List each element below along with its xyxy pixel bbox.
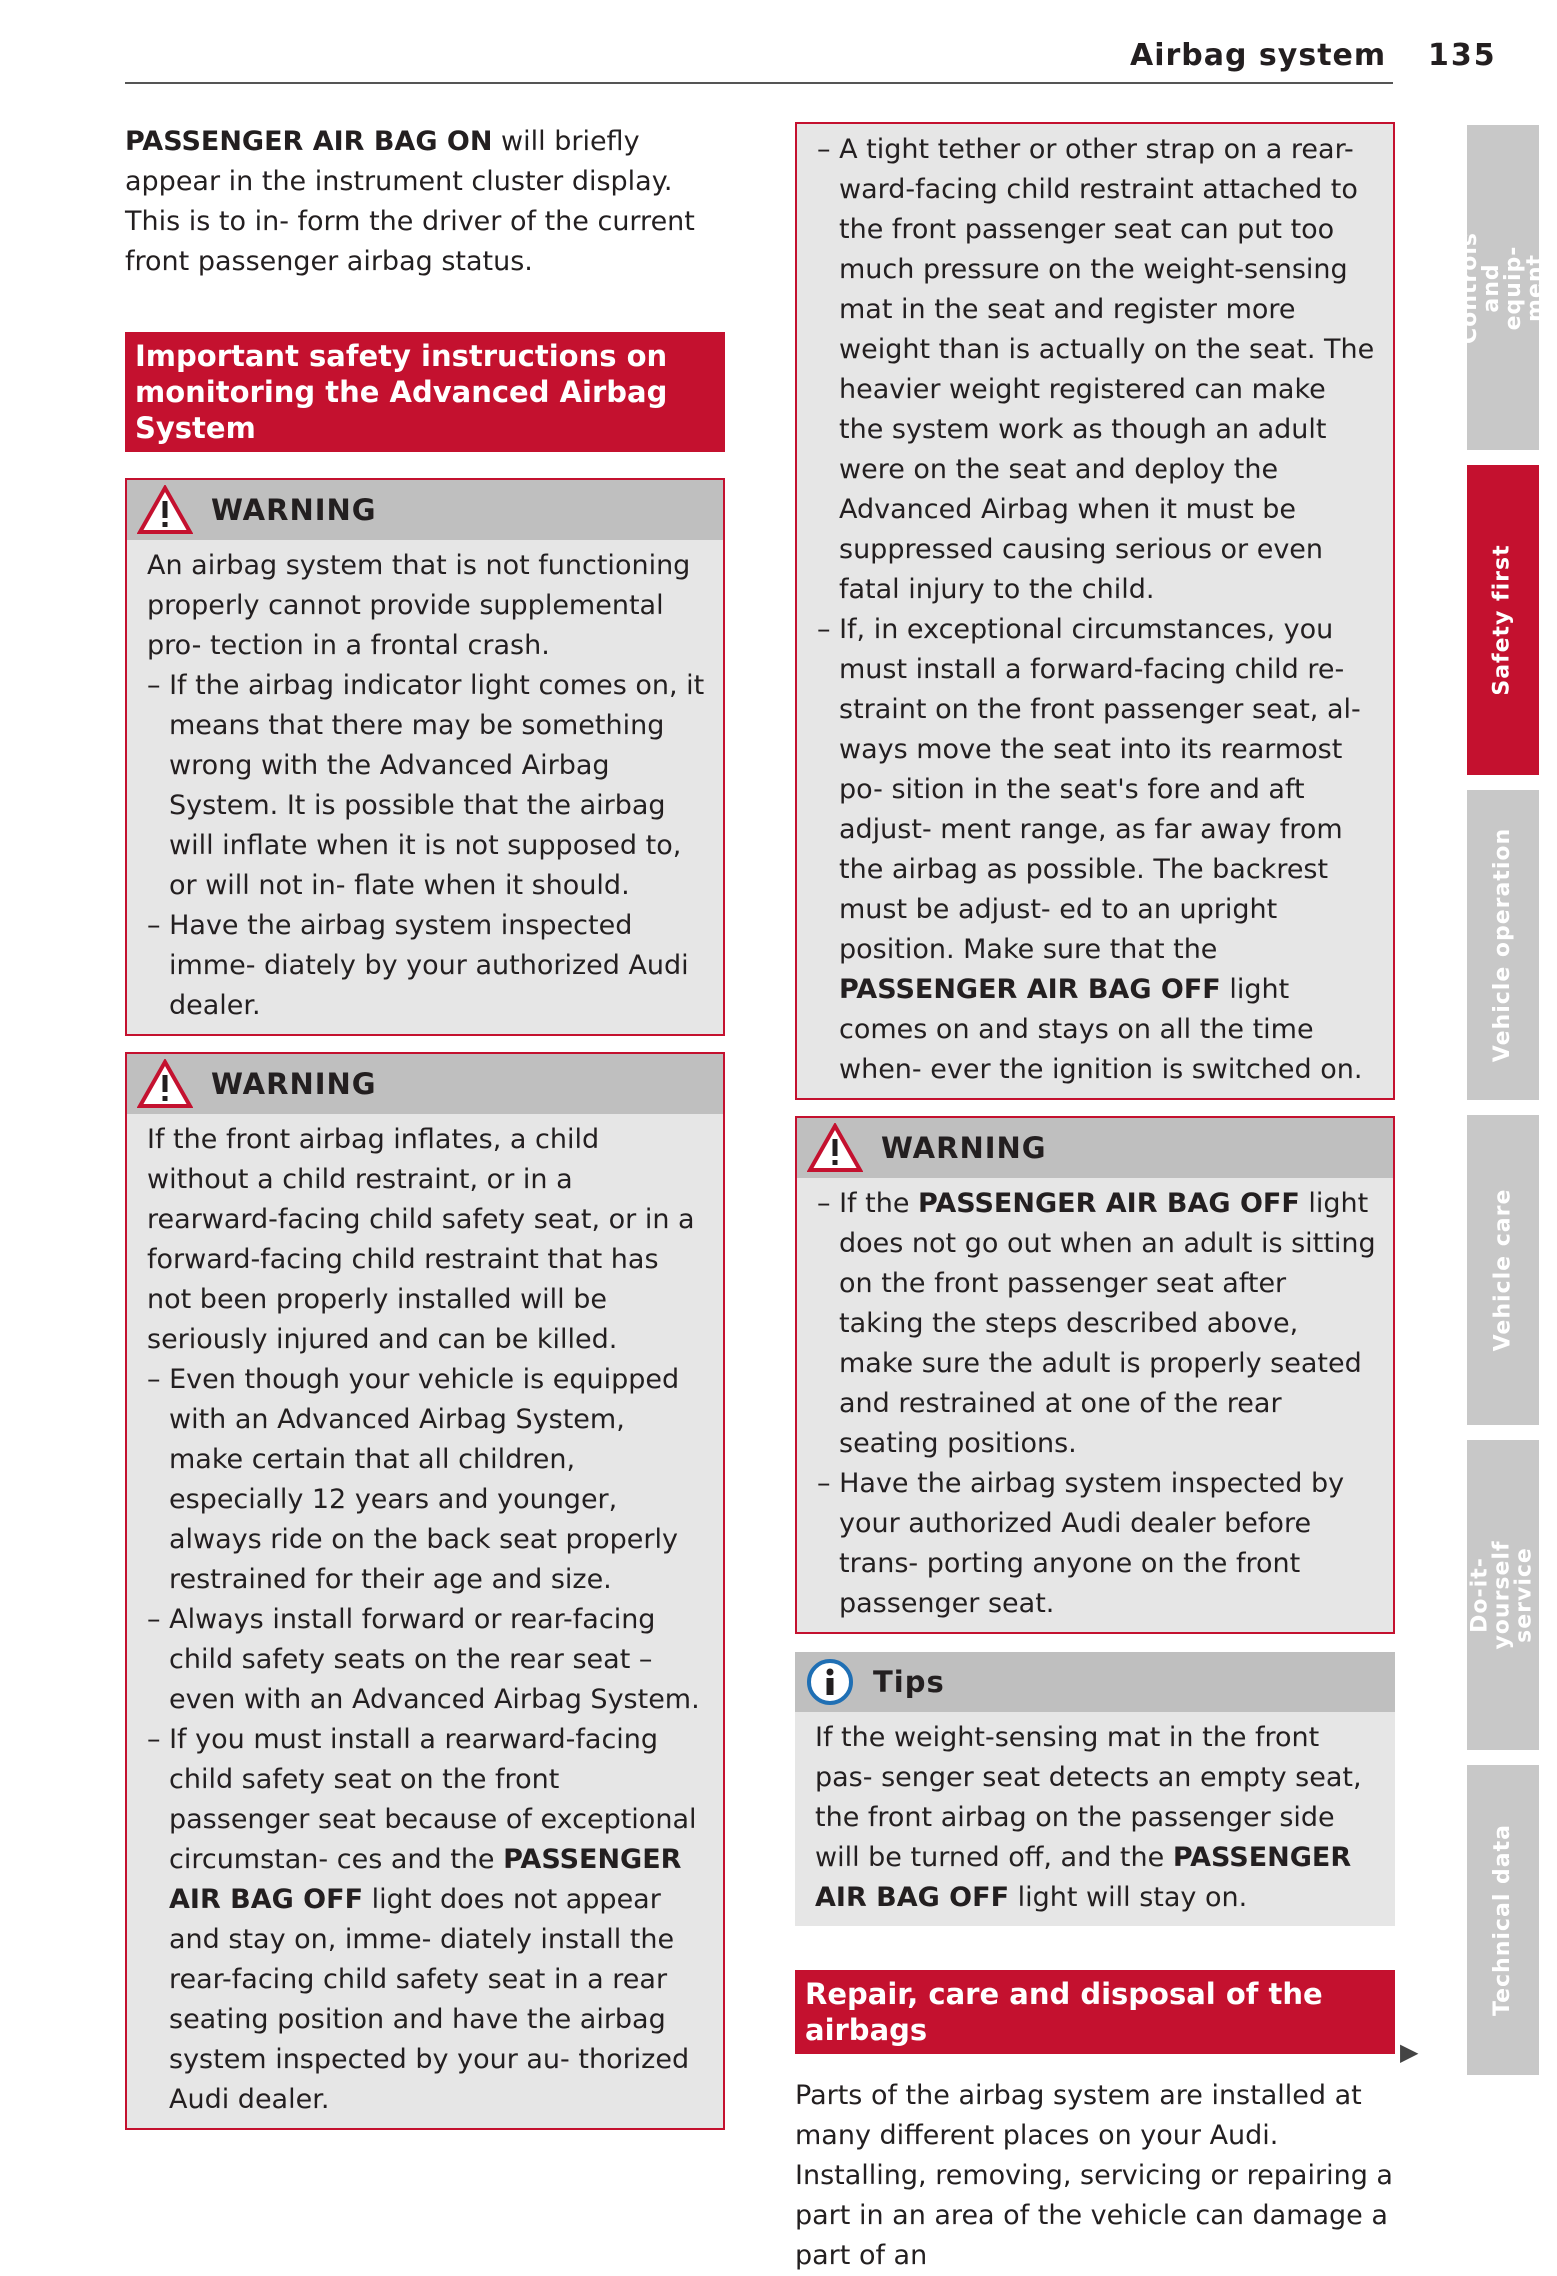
tips-label: Tips <box>873 1665 945 1699</box>
side-tab-controls[interactable]: Controls and equip- ment <box>1467 125 1539 450</box>
continued-item: – If, in exceptional circumstances, you must install a forward-facing child re- straint on the front passenger seat, al- ways move the seat into its rearmost po- sition in the seat's fore and aft adjust- ment range, as far away from the airbag as possible. The backrest must be adjust- ed to an upright position. Make sure that the PASSENGER AIR BAG OFF light comes on and stays on all the time when- ever the ignition is switched on. <box>817 614 1363 1085</box>
warning-triangle-icon <box>137 485 193 535</box>
page-header-title: Airbag system <box>1130 38 1387 73</box>
side-tab-technical-data[interactable]: Technical data <box>1467 1765 1539 2075</box>
warning-triangle-icon <box>807 1123 863 1173</box>
tips-box <box>795 1652 1395 1926</box>
warning-box-continued <box>795 122 1395 1100</box>
warning-box-2 <box>125 1052 725 2130</box>
warning-label-2: WARNING <box>211 1067 377 1101</box>
warning2-item: – Always install forward or rear-facing child safety seats on the rear seat – even with an Advanced Airbag System. <box>147 1604 700 1715</box>
warning-triangle-icon <box>137 1059 193 1109</box>
page-number: 135 <box>1428 38 1497 73</box>
warning1-text: An airbag system that is not functioning properly cannot provide supplemental pro- tection in a frontal crash. <box>147 550 691 661</box>
header-rule <box>125 82 1393 84</box>
warning1-item: – Have the airbag system inspected imme- diately by your authorized Audi dealer. <box>147 910 689 1021</box>
warning2-item: – Even though your vehicle is equipped with an Advanced Airbag System, make certain that all children, especially 12 years and younger, always ride on the back seat properly restrained for their age and size. <box>147 1364 680 1595</box>
warning2-text: If the front airbag inflates, a child without a child restraint, or in a rearward-facing child safety seat, or in a forward-facing child restraint that has not been properly installed will be seriously injured and can be killed. <box>147 1124 695 1355</box>
warning-body-2 <box>127 1114 723 2128</box>
side-tab-diy-service[interactable]: Do-it-yourself service <box>1467 1440 1539 1750</box>
warning1-item: – If the airbag indicator light comes on, it means that there may be something wrong with the Advanced Airbag System. It is possible that the airbag will inflate when it is not supposed to, or will not in- flate when it should. <box>147 670 705 901</box>
right-column <box>795 122 1395 2276</box>
warning-label-3: WARNING <box>881 1131 1047 1165</box>
warning-box-3 <box>795 1116 1395 1634</box>
intro-text: will briefly appear in the instrument cluster display. This is to in- form the driver of the current front passenger airbag status. <box>125 126 695 277</box>
warning2-item: – If you must install a rearward-facing child safety seat on the front passenger seat because of exceptional circumstan- ces and the PASSENGER AIR BAG OFF light does not appear and stay on, imme- diately install the rear-facing child safety seat in a rear seating position and have the airbag system inspected by your au- thorized Audi dealer. <box>147 1724 697 2115</box>
next-page-arrow-icon: ▶ <box>1400 2038 1419 2066</box>
warning3-item: – If the PASSENGER AIR BAG OFF light does not go out when an adult is sitting on the front passenger seat after taking the steps described above, make sure the adult is properly seated and restrained at one of the rear seating positions. <box>817 1188 1376 1459</box>
warning-body-3 <box>797 1178 1393 1632</box>
intro-bold: PASSENGER AIR BAG ON <box>125 126 493 157</box>
tips-header <box>795 1652 1395 1712</box>
repair-paragraph: Parts of the airbag system are installed at many different places on your Audi. Installing, removing, servicing or repairing a part in an area of the vehicle can damage a part of an <box>795 2080 1393 2271</box>
warning-header-1 <box>127 480 723 540</box>
intro-paragraph <box>125 122 725 282</box>
warning-body-1 <box>127 540 723 1034</box>
continued-item: – A tight tether or other strap on a rear- ward-facing child restraint attached to the front passenger seat can put too much pressure on the weight-sensing mat in the seat and register more weight than is actually on the seat. The heavier weight registered can make the system work as though an adult were on the seat and deploy the Advanced Airbag when it must be suppressed causing serious or even fatal injury to the child. <box>817 134 1375 605</box>
warning-box-1 <box>125 478 725 1036</box>
warning-label-1: WARNING <box>211 493 377 527</box>
side-tab-vehicle-operation[interactable]: Vehicle operation <box>1467 790 1539 1100</box>
tips-text: If the weight-sensing mat in the front pas- senger seat detects an empty seat, the front airbag on the passenger side will be turned off, and the PASSENGER AIR BAG OFF light will stay on. <box>815 1722 1362 1913</box>
warning-header-3 <box>797 1118 1393 1178</box>
side-tab-vehicle-care[interactable]: Vehicle care <box>1467 1115 1539 1425</box>
section-title-monitoring: Important safety instructions on monitoring the Advanced Airbag System <box>125 332 725 452</box>
section-title-repair: Repair, care and disposal of the airbags <box>795 1970 1395 2054</box>
warning3-item: – Have the airbag system inspected by your authorized Audi dealer before trans- porting anyone on the front passenger seat. <box>817 1468 1345 1619</box>
warning-body-continued <box>797 124 1393 1098</box>
left-column <box>125 122 725 2130</box>
side-tab-safety-first[interactable]: Safety first <box>1467 465 1539 775</box>
warning-header-2 <box>127 1054 723 1114</box>
info-icon <box>805 1657 855 1707</box>
tips-body <box>795 1712 1395 1926</box>
